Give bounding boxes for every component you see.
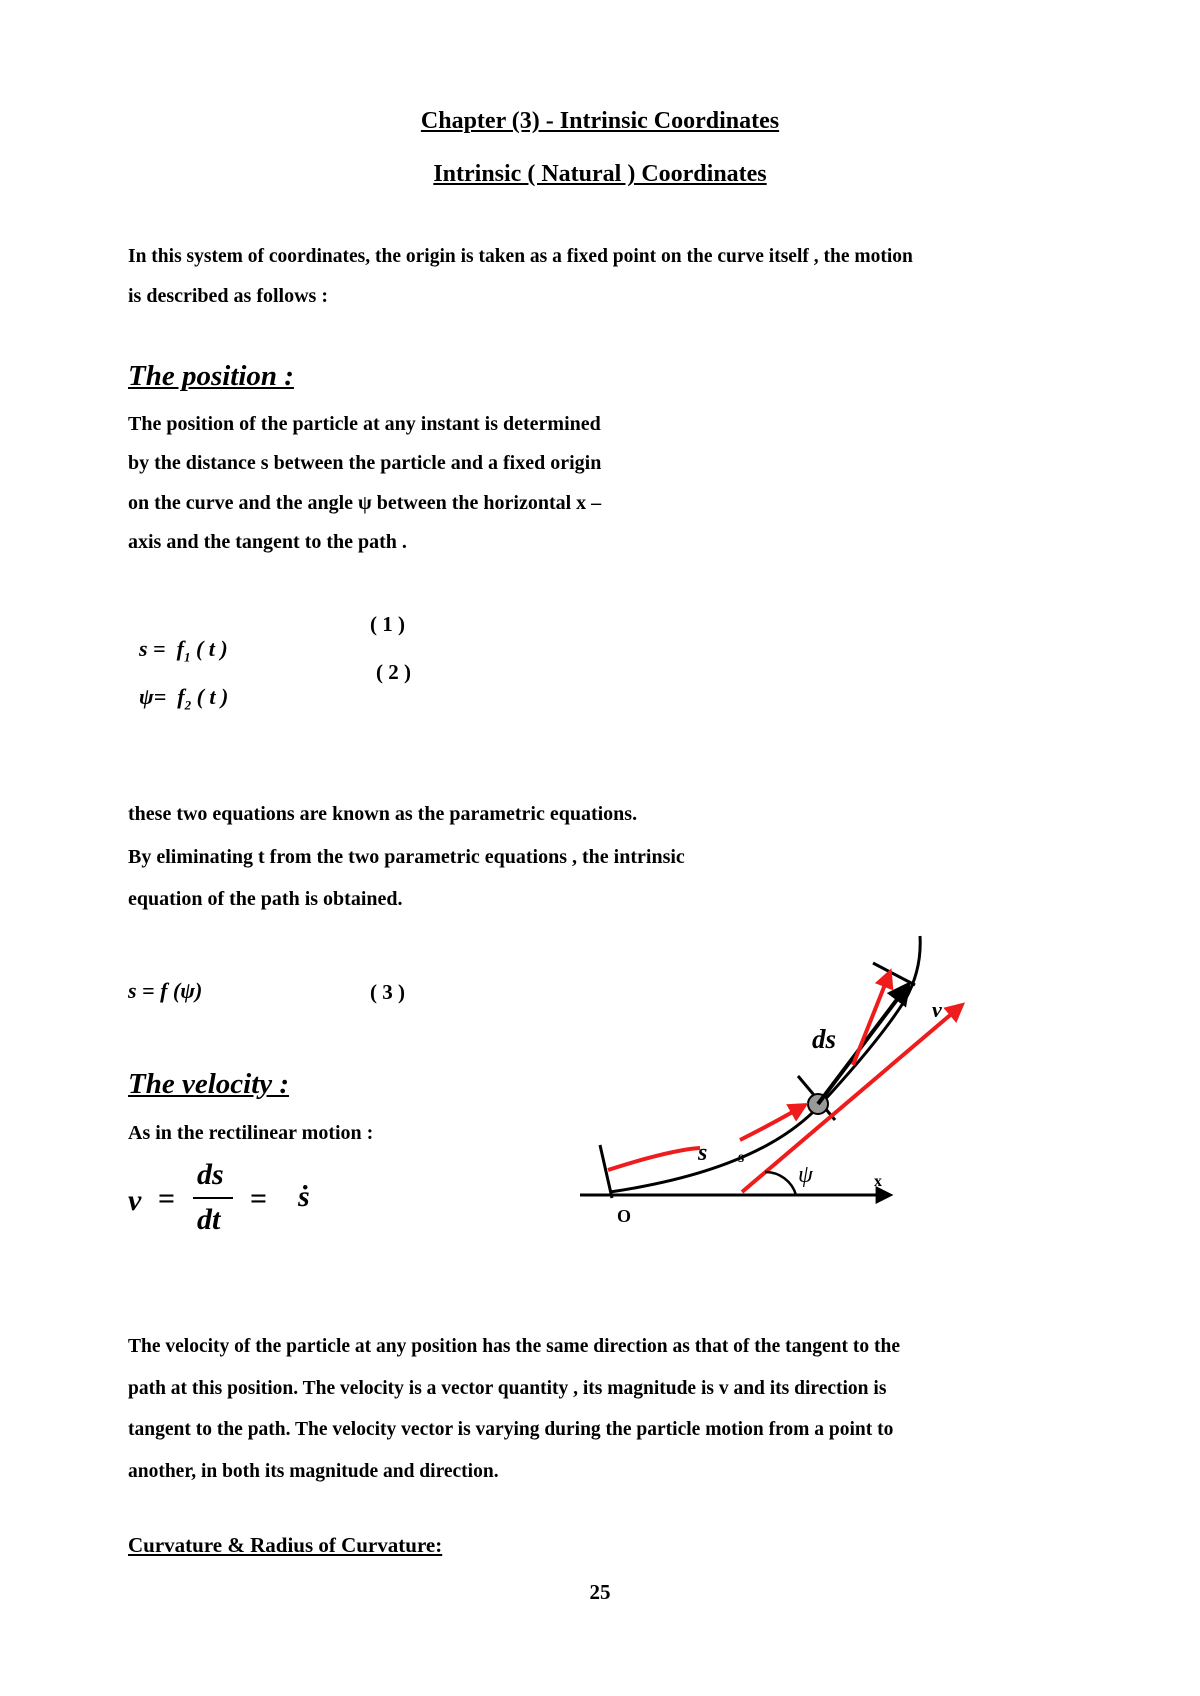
- velocity-para-line-2: path at this position. The velocity is a vector quantity , its magnitude is v and its direction is: [128, 1378, 887, 1399]
- formula-sdot: ṡ: [298, 1180, 310, 1213]
- origin-tick: [600, 1145, 612, 1198]
- path-curve: [610, 936, 920, 1192]
- position-line-2: by the distance s between the particle and a fixed origin: [128, 452, 602, 474]
- velocity-para-line-3: tangent to the path. The velocity vector is varying during the particle motion from a point to: [128, 1419, 894, 1440]
- position-line-1: The position of the particle at any instant is determined: [128, 413, 601, 435]
- equation-2: [128, 658, 228, 713]
- section-title: Intrinsic ( Natural ) Coordinates: [433, 161, 767, 187]
- equation-3: s = f (ψ): [128, 978, 203, 1003]
- psi-angle-arc: [765, 1172, 796, 1195]
- position-line-4: axis and the tangent to the path .: [128, 531, 407, 553]
- equation-2-f: f: [177, 684, 185, 709]
- label-x: x: [874, 1173, 882, 1190]
- equation-3-number: ( 3 ): [370, 980, 405, 1004]
- equation-1-f: f: [176, 636, 184, 661]
- equation-1-number: ( 1 ): [370, 612, 405, 636]
- label-ds: ds: [812, 1024, 837, 1054]
- equation-2-number: ( 2 ): [376, 660, 411, 684]
- fraction-bar: [193, 1197, 233, 1199]
- parametric-line-1: these two equations are known as the parametric equations.: [128, 803, 638, 825]
- equation-1-lhs: s =: [139, 636, 166, 661]
- label-v: v: [932, 997, 942, 1022]
- chapter-title: Chapter (3) - Intrinsic Coordinates: [420, 108, 780, 134]
- formula-denominator: dt: [197, 1203, 221, 1236]
- velocity-para-line-1: The velocity of the particle at any position has the same direction as that of the tangent to the: [128, 1336, 900, 1357]
- formula-equals-1: =: [158, 1182, 176, 1215]
- equation-2-lhs: ψ=: [139, 684, 167, 709]
- equation-2-subscript: 2: [184, 697, 192, 713]
- formula-v: v: [128, 1184, 142, 1217]
- intro-line-2: is described as follows :: [128, 285, 328, 307]
- intrinsic-coordinates-diagram: [560, 920, 1000, 1240]
- position-line-3: on the curve and the angle ψ between the horizontal x –: [128, 492, 602, 514]
- equation-1-subscript: 1: [183, 649, 191, 665]
- parametric-line-3: equation of the path is obtained.: [128, 888, 403, 910]
- formula-numerator: ds: [197, 1158, 224, 1191]
- red-arc-s-part2: [740, 1105, 805, 1140]
- equation-2-arg: ( t ): [191, 684, 229, 709]
- equation-1-arg: ( t ): [190, 636, 228, 661]
- intro-line-1: In this system of coordinates, the origin is taken as a fixed point on the curve itself , the motion: [128, 246, 913, 267]
- velocity-tangent-arrow: [742, 1005, 962, 1192]
- formula-equals-2: =: [250, 1182, 268, 1215]
- page-number: 25: [589, 1580, 611, 1604]
- velocity-heading: The velocity :: [128, 1068, 290, 1100]
- label-psi: ψ: [798, 1162, 813, 1188]
- velocity-intro: As in the rectilinear motion :: [128, 1122, 374, 1144]
- red-arc-s-part1: [608, 1148, 700, 1170]
- curvature-heading: Curvature & Radius of Curvature:: [128, 1533, 443, 1557]
- velocity-para-line-4: another, in both its magnitude and direction.: [128, 1461, 499, 1482]
- position-heading: The position :: [128, 360, 294, 392]
- label-s-small: s: [738, 1149, 745, 1166]
- label-s-italic: s: [698, 1140, 708, 1166]
- ds-end-tick: [873, 963, 915, 985]
- parametric-line-2: By eliminating t from the two parametric equations , the intrinsic: [128, 846, 685, 868]
- label-O: O: [617, 1206, 632, 1226]
